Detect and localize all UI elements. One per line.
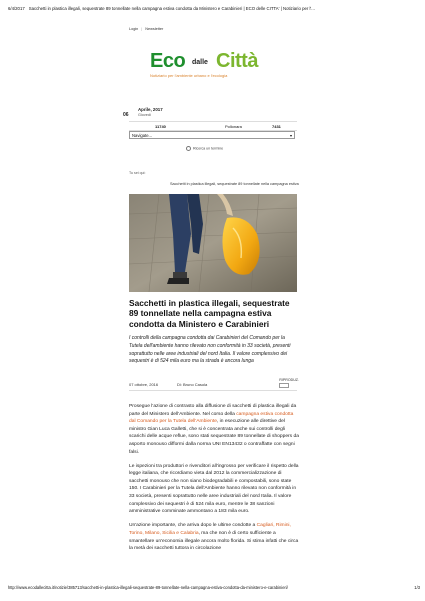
article-date: 07 ottobre, 2016	[129, 382, 159, 387]
reproduction-stamp	[279, 378, 299, 388]
logo-citta: Città	[216, 50, 258, 72]
stamp-label: RIPRODUZ.	[279, 378, 299, 382]
navigate-select-value: Navigate...	[132, 133, 153, 138]
article-body	[129, 403, 299, 559]
paragraph-1	[129, 403, 299, 456]
chevron-down-icon: ▾	[289, 133, 292, 138]
search-icon	[186, 146, 191, 151]
article-meta	[129, 378, 299, 388]
breadcrumb-label: Tu sei qui:	[129, 171, 146, 175]
print-page-title: Sacchetti in plastica illegali, sequestrate 89 tonnellate nella campagna estiva condotta da Ministero e Carabinieri | ECO delle CITTA' | Notiziario per l'...	[28, 6, 315, 11]
date-month-year: Aprile, 2017	[138, 107, 163, 112]
logo-delle: dalle	[192, 59, 208, 66]
paragraph-3	[129, 522, 299, 552]
nav-separator: |	[141, 27, 143, 31]
paragraph-1-text-b: , in esecuzione alle direttive del ministro Gian Luca Galletti, che si è concentrata anche sui controlli degli scarichi delle acque reflue, sono stati sequestrate 89 tonnellate di shoppers da asporto monouso difformi dalla norma UNI EN13432 o contraffatte con segni falsi.	[129, 419, 299, 455]
article-summary: I controlli della campagna condotta dai Carabinieri del Comando per la Tutela dell'ambiente hanno rilevato non conformità in 33 società, presenti soprattutto nelle aree industriali del nord Italia. Il valore complessivo dei sequestri è di 524 mila euro ma la strada è ancora lunga	[129, 335, 291, 365]
date-weekday: Giovedì	[138, 113, 152, 117]
campaign-link[interactable]: campagna estiva condotta dal Comando per la Tutela dell'Ambiente	[129, 411, 294, 425]
navigate-select[interactable]	[129, 131, 295, 139]
stat-count-3: 7431	[272, 123, 281, 129]
stat-label-2: Pollonara	[225, 123, 242, 129]
print-url: http://www.ecodallecitta.it/notizie/385713/sacchetti-in-plastica-illegali-sequestrate-89-tonnellate-nella-campagna-estiva-condotta-da-ministero-e-carabinieri/	[8, 585, 288, 590]
article-author: Di: Bruno Casola	[177, 382, 208, 387]
print-footer	[8, 585, 420, 590]
paragraph-1-text-a: Prosegue l'azione di contrasto alla diffusione di sacchetti di plastica illegali da parte del Ministero dell'Ambiente. Nel corso della	[129, 404, 297, 417]
stamp-box	[279, 383, 289, 388]
print-page-number: 1/3	[414, 585, 420, 590]
top-navigation	[129, 27, 163, 31]
breadcrumb-current: Sacchetti in plastica illegali, sequestrate 89 tonnellate nella campagna estiva	[170, 182, 299, 186]
search-label: Ricerca un termine	[193, 146, 224, 151]
article-title: Sacchetti in plastica illegali, sequestrate 89 tonnellate nella campagna estiva condotta da Ministero e Carabinieri	[129, 298, 290, 329]
date-day-number: 06	[123, 112, 129, 118]
print-header	[8, 6, 420, 12]
logo-eco: Eco	[150, 50, 186, 72]
site-logo[interactable]	[150, 50, 300, 90]
print-date: 6/4/2017	[8, 6, 25, 11]
paragraph-3-text-b: , ma che non è di certo sufficiente a smantellare un'economia illegale ancora molto florida. Si stima infatti che circa la metà dei sacchetti tuttora in circolazione	[129, 530, 299, 552]
stat-count-1: 11740	[155, 123, 166, 129]
cities-link[interactable]: Cagliari, Rimini, Torino, Milano, Sicilia e Calabria	[129, 523, 291, 536]
stats-bar	[129, 121, 297, 131]
login-link[interactable]: Login	[129, 27, 139, 31]
hero-photo	[129, 194, 297, 292]
logo-tagline: Notiziario per l'ambiente urbano e l'ecologia	[150, 73, 228, 78]
paragraph-2: Le ispezioni tra produttori e rivenditori all'ingrosso per verificare il rispetto della legge italiana, che ricordiamo vieta dal 2012 la commercializzazione di sacchetti monouso che non siano biodegradabili e compostabili, sono state 150. I Carabinieri per la Tutela dell'Ambiente hanno rilevato non conformità in 33 società, presenti soprattutto nelle aree industriali del nord Italia. Il valore complessivo dei sequestri è di 524 mila euro, mentre le 38 sanzioni amministrative comminate ammontano a 183 mila euro.	[129, 463, 299, 515]
newsletter-link[interactable]: Newsletter	[145, 27, 164, 31]
search-link[interactable]	[186, 146, 223, 151]
paragraph-3-text-a: Un'azione importante, che arriva dopo le ultime condotte a	[129, 523, 257, 529]
article-hero-image	[129, 194, 297, 292]
divider	[129, 390, 297, 391]
